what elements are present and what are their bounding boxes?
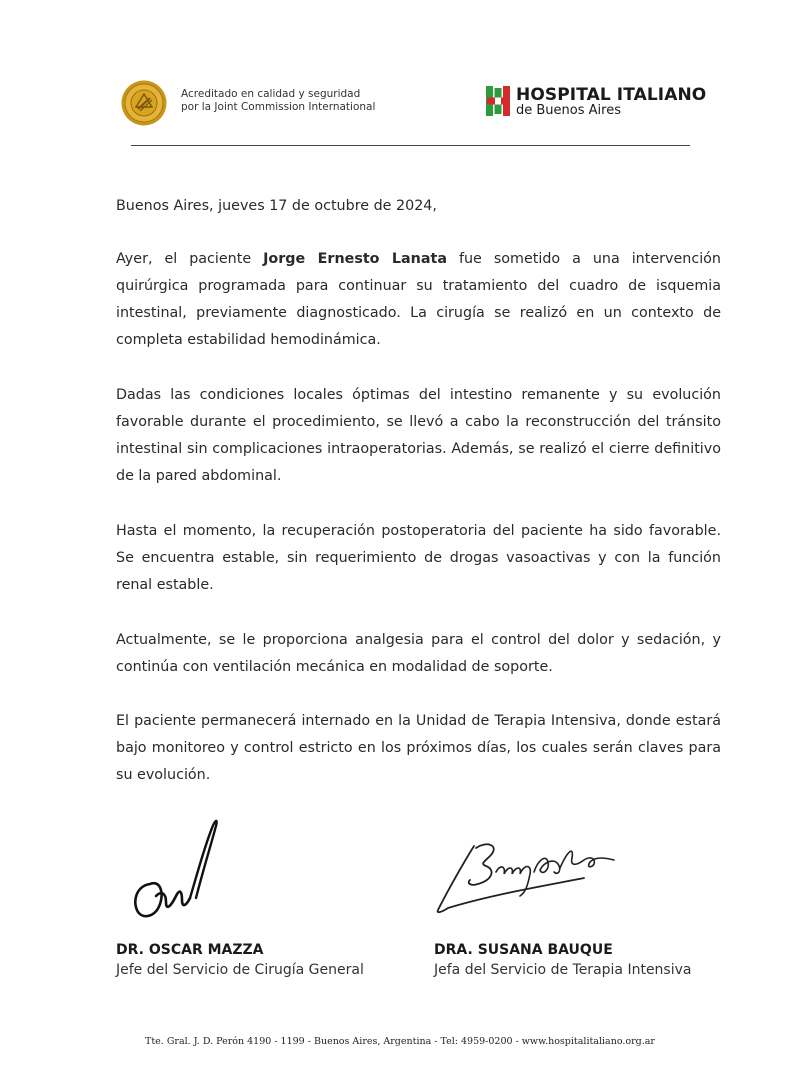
paragraph-procedure: Dadas las condiciones locales óptimas del intestino remanente y su evolución favorable durante el procedimiento, se llevó a cabo la reconstrucción del tránsito intestinal sin complicaciones intraoperatorias. Además, se realizó el cierre definitivo de la pared abdominal. xyxy=(116,387,721,484)
paragraph-recovery: Hasta el momento, la recuperación postoperatoria del paciente ha sido favorable. Se encuentra estable, sin requerimiento de drogas vasoactivas y con la función renal estable. xyxy=(116,523,721,593)
signer-name: DR. OSCAR MAZZA xyxy=(116,942,264,958)
accreditation-line-1: Acreditado en calidad y seguridad xyxy=(181,88,361,100)
paragraph-surgery xyxy=(116,246,721,354)
hospital-subtitle: de Buenos Aires xyxy=(516,103,621,118)
letterhead xyxy=(0,0,800,150)
hospital-cross-logo-icon xyxy=(486,86,510,116)
signer-block-bauque xyxy=(434,940,691,980)
paragraph-prognosis: El paciente permanecerá internado en la Unidad de Terapia Intensiva, donde estará bajo monitoreo y control estricto en los próximos días, los cuales serán claves para su evolución. xyxy=(116,713,721,783)
p1-before: Ayer, el paciente xyxy=(116,251,264,267)
signer-role: Jefe del Servicio de Cirugía General xyxy=(116,962,364,978)
p1-after: fue sometido a una intervención quirúrgica programada para continuar su tratamiento del cuadro de isquemia intestinal, previamente diagnosticado. La cirugía se realizó en un contexto de completa estabilidad hemodinámica. xyxy=(116,251,721,348)
signer-block-mazza xyxy=(116,940,364,980)
paragraph-treatment: Actualmente, se le proporciona analgesia para el control del dolor y sedación, y continúa con ventilación mecánica en modalidad de soporte. xyxy=(116,632,721,675)
patient-name: Jorge Ernesto Lanata xyxy=(263,251,447,267)
jci-seal-icon xyxy=(121,80,167,126)
date-line: Buenos Aires, jueves 17 de octubre de 2024, xyxy=(116,198,437,214)
signature-bauque-image xyxy=(434,832,634,924)
signature-mazza-image xyxy=(116,798,232,930)
signer-role: Jefa del Servicio de Terapia Intensiva xyxy=(434,962,692,978)
footer-address: Tte. Gral. J. D. Perón 4190 - 1199 - Buenos Aires, Argentina - Tel: 4959-0200 - www.hospitalitaliano.org.ar xyxy=(145,1036,655,1047)
header-divider xyxy=(131,145,690,146)
signer-name: DRA. SUSANA BAUQUE xyxy=(434,942,613,958)
accreditation-line-2: por la Joint Commission International xyxy=(181,101,376,113)
accreditation-text xyxy=(181,88,375,114)
hospital-name: HOSPITAL ITALIANO xyxy=(516,85,707,105)
